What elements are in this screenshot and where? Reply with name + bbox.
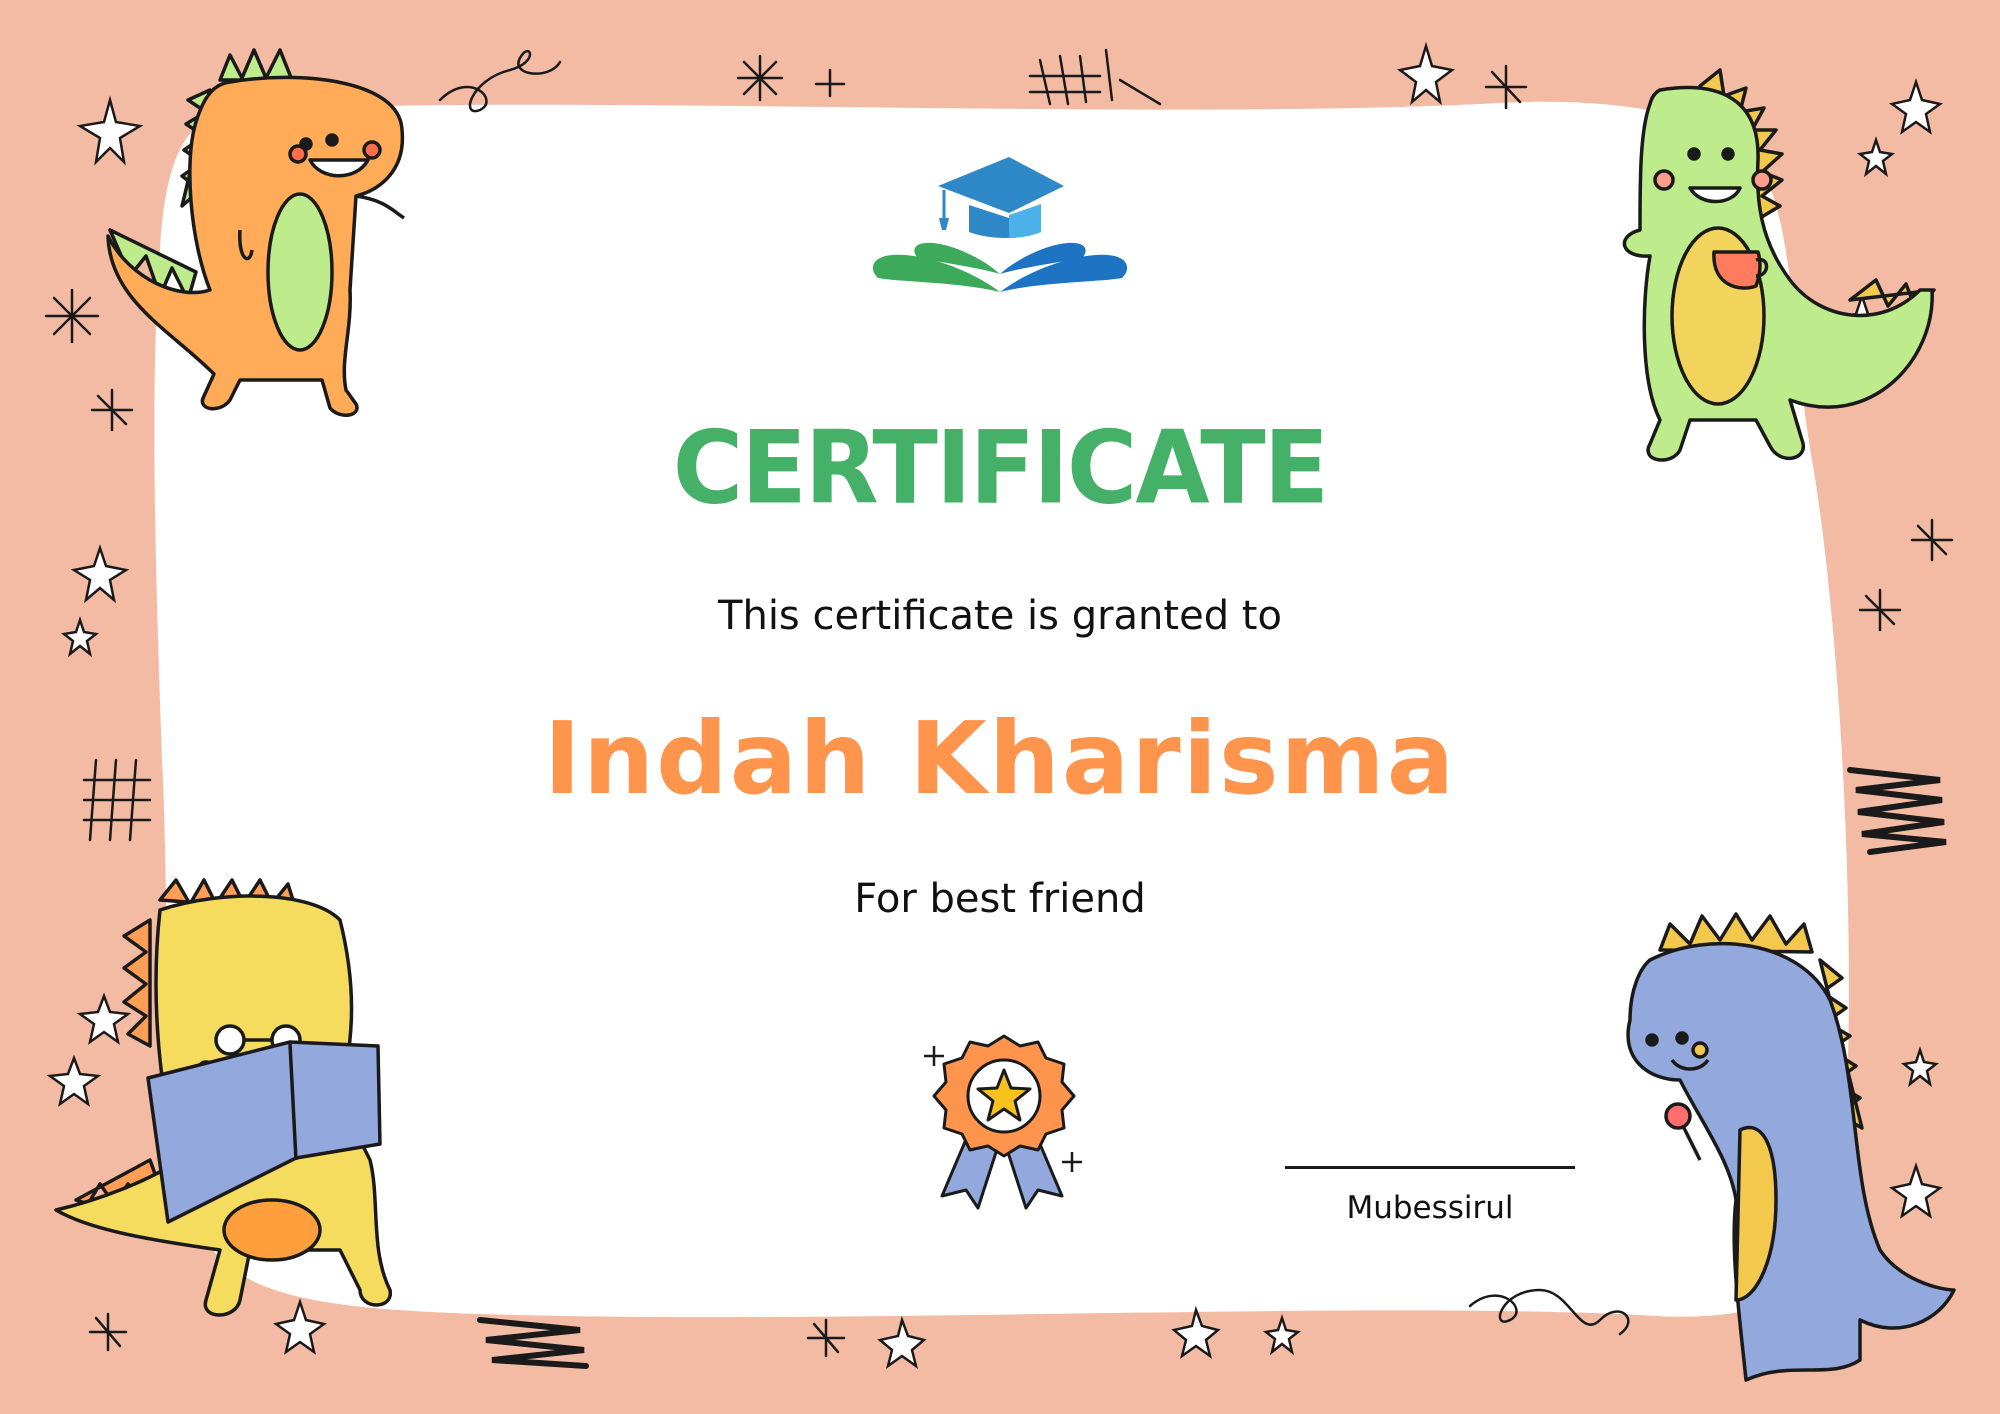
star-icon	[276, 1302, 324, 1352]
star-icon	[80, 996, 128, 1042]
spark-icon	[808, 1320, 844, 1356]
star-icon	[1904, 1050, 1936, 1084]
green-dinosaur-illustration	[1624, 70, 1934, 460]
spark-icon	[1486, 66, 1526, 108]
spark-icon	[816, 70, 844, 96]
curl-scribble	[440, 51, 560, 111]
recipient-name: Indah Kharisma	[543, 700, 1457, 817]
zigzag-scribble	[480, 1320, 586, 1366]
star-icon	[1174, 1310, 1218, 1356]
hatch-scribble	[1030, 50, 1160, 104]
star-icon	[1860, 140, 1892, 174]
certificate-title: CERTIFICATE	[672, 409, 1328, 527]
award-reason: For best friend	[854, 876, 1146, 922]
star-icon	[1400, 46, 1452, 102]
spark-icon	[738, 56, 782, 100]
star-icon	[50, 1058, 98, 1104]
star-icon	[80, 100, 140, 162]
spark-icon	[46, 290, 98, 342]
yellow-dinosaur-reading-illustration	[56, 880, 390, 1315]
star-icon	[1266, 1318, 1298, 1352]
star-icon	[1892, 82, 1940, 132]
star-icon	[1892, 1166, 1940, 1216]
signer-name: Mubessirul	[1346, 1190, 1514, 1226]
signature-line	[1285, 1166, 1575, 1169]
star-icon	[880, 1320, 924, 1366]
granted-text: This certificate is granted to	[718, 593, 1282, 639]
spark-icon	[90, 1314, 126, 1350]
